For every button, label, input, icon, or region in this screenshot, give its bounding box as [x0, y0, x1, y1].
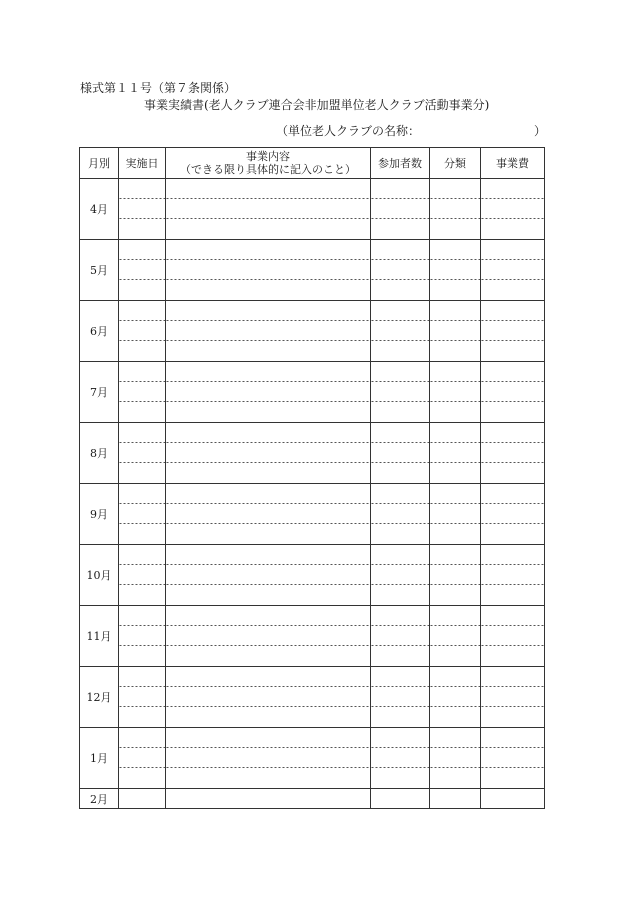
- cost-cell[interactable]: [481, 545, 545, 606]
- participants-cell[interactable]: [371, 545, 430, 606]
- club-name-label: （単位老人クラブの名称：: [276, 124, 421, 138]
- category-cell[interactable]: [430, 606, 481, 667]
- club-name-line: [276, 123, 546, 139]
- category-cell[interactable]: [430, 423, 481, 484]
- cost-cell[interactable]: [481, 728, 545, 789]
- month-row: [80, 301, 545, 362]
- month-row: [80, 667, 545, 728]
- month-label: 12月: [80, 667, 119, 728]
- header-content-title: 事業内容: [246, 150, 290, 163]
- month-label: 5月: [80, 240, 119, 301]
- content-cell[interactable]: [166, 606, 371, 667]
- cost-cell[interactable]: [481, 301, 545, 362]
- date-cell[interactable]: [119, 606, 166, 667]
- content-cell[interactable]: [166, 789, 371, 809]
- category-cell[interactable]: [430, 484, 481, 545]
- category-cell[interactable]: [430, 728, 481, 789]
- date-cell[interactable]: [119, 545, 166, 606]
- header-category: 分類: [430, 148, 481, 179]
- header-participants: 参加者数: [371, 148, 430, 179]
- category-cell[interactable]: [430, 789, 481, 809]
- date-cell[interactable]: [119, 179, 166, 240]
- cost-cell[interactable]: [481, 423, 545, 484]
- month-row: [80, 179, 545, 240]
- month-row: [80, 362, 545, 423]
- cost-cell[interactable]: [481, 789, 545, 809]
- month-label: 8月: [80, 423, 119, 484]
- participants-cell[interactable]: [371, 484, 430, 545]
- category-cell[interactable]: [430, 179, 481, 240]
- month-row: [80, 545, 545, 606]
- date-cell[interactable]: [119, 362, 166, 423]
- content-cell[interactable]: [166, 301, 371, 362]
- content-cell[interactable]: [166, 362, 371, 423]
- header-content: [166, 148, 371, 179]
- content-cell[interactable]: [166, 179, 371, 240]
- month-label: 4月: [80, 179, 119, 240]
- date-cell[interactable]: [119, 789, 166, 809]
- participants-cell[interactable]: [371, 789, 430, 809]
- month-row: [80, 240, 545, 301]
- month-label: 1月: [80, 728, 119, 789]
- header-date: 実施日: [119, 148, 166, 179]
- cost-cell[interactable]: [481, 667, 545, 728]
- month-row: [80, 789, 545, 809]
- category-cell[interactable]: [430, 362, 481, 423]
- club-name-close: ）: [533, 124, 546, 138]
- cost-cell[interactable]: [481, 362, 545, 423]
- activity-report-table: [79, 147, 545, 809]
- date-cell[interactable]: [119, 423, 166, 484]
- participants-cell[interactable]: [371, 606, 430, 667]
- content-cell[interactable]: [166, 484, 371, 545]
- participants-cell[interactable]: [371, 240, 430, 301]
- participants-cell[interactable]: [371, 362, 430, 423]
- table-body: [80, 179, 545, 809]
- category-cell[interactable]: [430, 301, 481, 362]
- header-content-note: （できる限り具体的に記入のこと）: [180, 163, 356, 176]
- participants-cell[interactable]: [371, 667, 430, 728]
- date-cell[interactable]: [119, 728, 166, 789]
- participants-cell[interactable]: [371, 179, 430, 240]
- category-cell[interactable]: [430, 240, 481, 301]
- participants-cell[interactable]: [371, 301, 430, 362]
- category-cell[interactable]: [430, 545, 481, 606]
- cost-cell[interactable]: [481, 179, 545, 240]
- date-cell[interactable]: [119, 667, 166, 728]
- month-label: 10月: [80, 545, 119, 606]
- month-row: [80, 484, 545, 545]
- month-row: [80, 423, 545, 484]
- month-label: 7月: [80, 362, 119, 423]
- month-label: 2月: [80, 789, 119, 809]
- month-row: [80, 606, 545, 667]
- participants-cell[interactable]: [371, 728, 430, 789]
- cost-cell[interactable]: [481, 240, 545, 301]
- cost-cell[interactable]: [481, 606, 545, 667]
- participants-cell[interactable]: [371, 423, 430, 484]
- header-row: [80, 148, 545, 179]
- header-cost: 事業費: [481, 148, 545, 179]
- content-cell[interactable]: [166, 728, 371, 789]
- content-cell[interactable]: [166, 545, 371, 606]
- content-cell[interactable]: [166, 240, 371, 301]
- content-cell[interactable]: [166, 423, 371, 484]
- date-cell[interactable]: [119, 301, 166, 362]
- month-label: 11月: [80, 606, 119, 667]
- month-label: 9月: [80, 484, 119, 545]
- form-number: 様式第１１号（第７条関係）: [80, 81, 237, 95]
- month-row: [80, 728, 545, 789]
- header-month: 月別: [80, 148, 119, 179]
- category-cell[interactable]: [430, 667, 481, 728]
- cost-cell[interactable]: [481, 484, 545, 545]
- date-cell[interactable]: [119, 240, 166, 301]
- content-cell[interactable]: [166, 667, 371, 728]
- month-label: 6月: [80, 301, 119, 362]
- document-title: 事業実績書(老人クラブ連合会非加盟単位老人クラブ活動事業分): [144, 98, 490, 112]
- date-cell[interactable]: [119, 484, 166, 545]
